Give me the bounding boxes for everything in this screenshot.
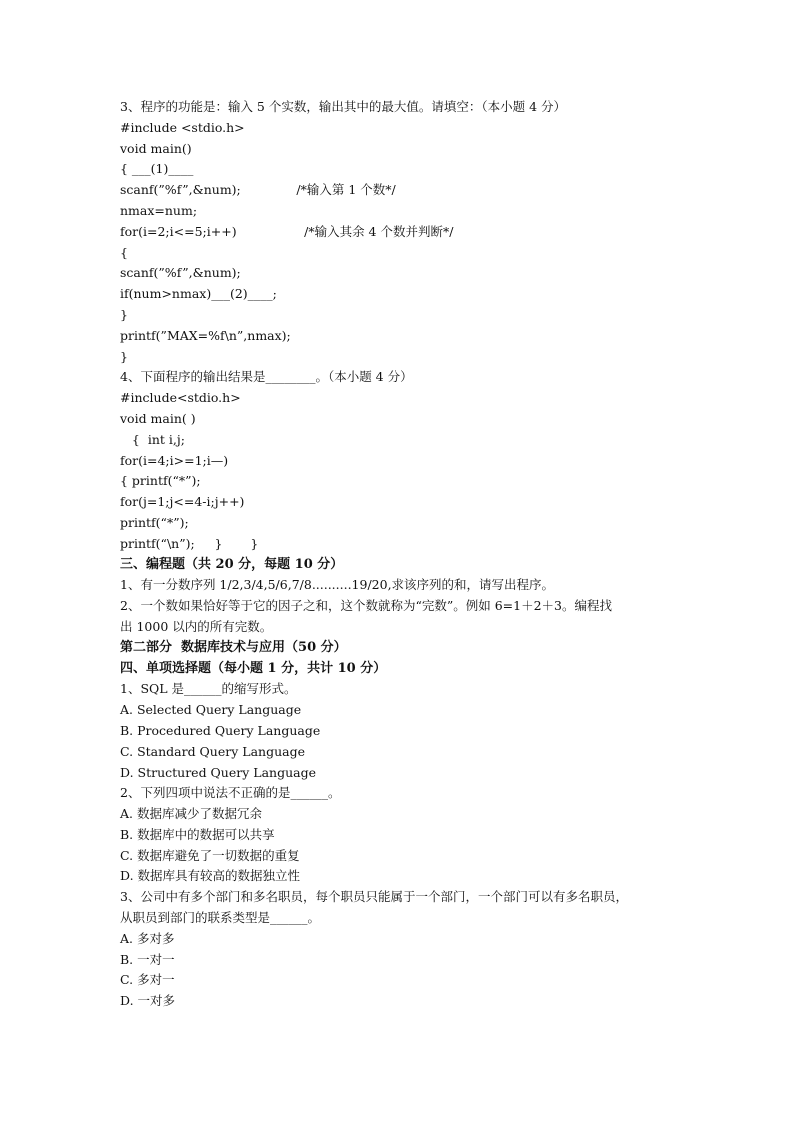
text-line: 3、程序的功能是：输入 5 个实数，输出其中的最大值。请填空：（本小题 4 分） bbox=[120, 99, 567, 114]
code-line: nmax=num; bbox=[120, 202, 198, 218]
code-line: void main( ) bbox=[120, 410, 196, 426]
question-text: 3、公司中有多个部门和多名职员，每个职员只能属于一个部门，一个部门可以有多名职员， bbox=[120, 889, 628, 905]
question-text: 2、下列四项中说法不正确的是______。 bbox=[120, 785, 341, 801]
code-line: if(num>nmax)___(2)____; bbox=[120, 286, 277, 302]
code-line: { bbox=[120, 244, 128, 260]
option-item: C. 多对一 bbox=[120, 972, 175, 988]
text-line: 2、一个数如果恰好等于它的因子之和，这个数就称为“完数”。例如 6=1＋2＋3。编程找 bbox=[120, 598, 612, 614]
code-line: { ___(1)____ bbox=[120, 161, 194, 177]
code-line: printf(“*”); bbox=[120, 514, 189, 530]
option-item: C. 数据库避免了一切数据的重复 bbox=[120, 847, 300, 863]
text-line: 1、有一分数序列 1/2,3/4,5/6,7/8..........19/20,求该序列的和，请写出程序。 bbox=[120, 577, 555, 593]
text-line: 出 1000 以内的所有完数。 bbox=[120, 618, 273, 634]
code-line: { int i,j; bbox=[120, 431, 185, 447]
option-item: A. 多对多 bbox=[120, 930, 175, 946]
text-line: 4、下面程序的输出结果是________。（本小题 4 分） bbox=[120, 369, 413, 385]
code-line: for(i=2;i<=5;i++) /*输入其余 4 个数并判断*/ bbox=[120, 223, 454, 239]
code-line: #include <stdio.h> bbox=[120, 119, 245, 135]
question-text: 从职员到部门的联系类型是______。 bbox=[120, 910, 321, 926]
code-line: printf(”MAX=%f\n”,nmax); bbox=[120, 327, 291, 343]
option-item: D. 数据库具有较高的数据独立性 bbox=[120, 868, 301, 884]
section-heading: 四、单项选择题（每小题 1 分，共计 10 分） bbox=[120, 660, 387, 676]
code-line: scanf(”%f”,&num); /*输入第 1 个数*/ bbox=[120, 182, 396, 198]
code-line: for(j=1;j<=4-i;j++) bbox=[120, 494, 245, 510]
option-item: D. Structured Query Language bbox=[120, 764, 316, 780]
option-item: C. Standard Query Language bbox=[120, 743, 305, 759]
code-line: } bbox=[120, 348, 128, 364]
code-line: void main() bbox=[120, 140, 192, 156]
code-line: } bbox=[120, 306, 128, 322]
document-page bbox=[120, 97, 720, 1012]
option-item: D. 一对多 bbox=[120, 993, 176, 1009]
code-line: for(i=4;i>=1;i—) bbox=[120, 452, 229, 468]
option-item: B. Procedured Query Language bbox=[120, 722, 321, 738]
code-line: #include<stdio.h> bbox=[120, 390, 241, 406]
option-item: B. 数据库中的数据可以共享 bbox=[120, 826, 275, 842]
option-item: B. 一对一 bbox=[120, 951, 175, 967]
code-line: printf(“\n”); } } bbox=[120, 535, 259, 551]
section-heading: 第二部分 数据库技术与应用（50 分） bbox=[120, 639, 347, 655]
option-item: A. Selected Query Language bbox=[120, 702, 302, 718]
section-heading: 三、编程题（共 20 分，每题 10 分） bbox=[120, 556, 344, 572]
code-line: { printf(“*”); bbox=[120, 473, 201, 489]
option-item: A. 数据库减少了数据冗余 bbox=[120, 806, 262, 822]
code-line: scanf(”%f”,&num); bbox=[120, 265, 241, 281]
question-text: 1、SQL 是______的缩写形式。 bbox=[120, 681, 297, 697]
